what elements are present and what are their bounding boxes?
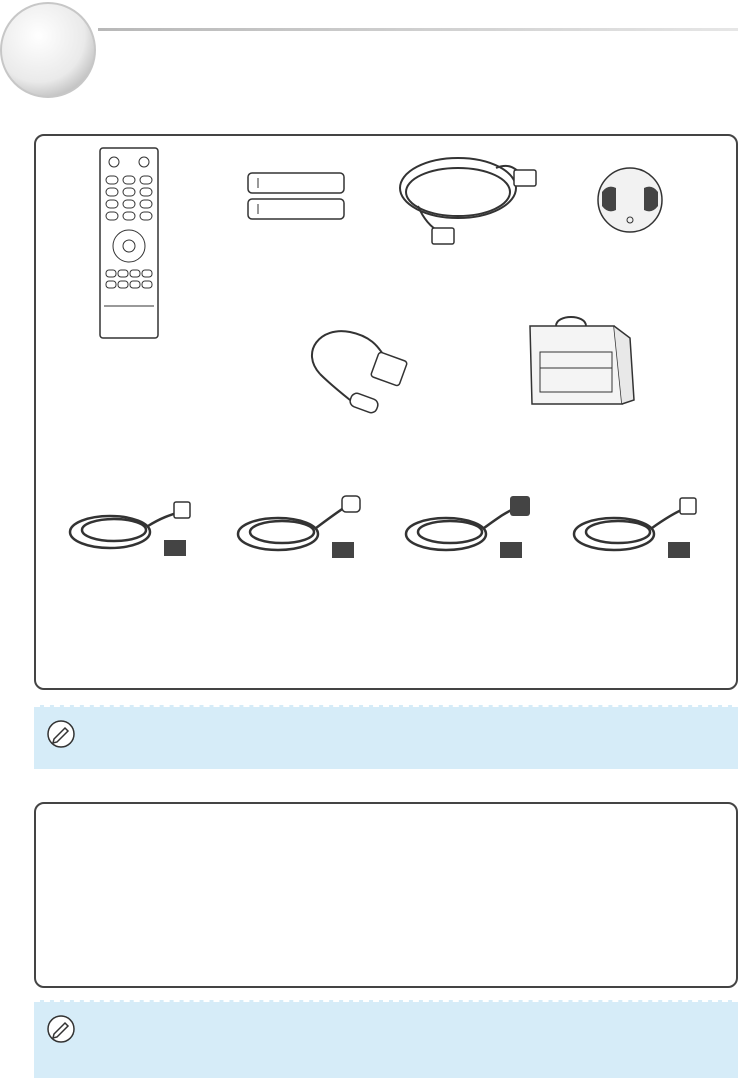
- power-cord-au-illustration: [566, 492, 706, 564]
- header-rule: [98, 28, 738, 31]
- pencil-note-icon: [46, 719, 76, 749]
- header-circle-decoration: [0, 0, 120, 110]
- optional-accessories-box: [34, 802, 738, 988]
- power-cord-uk-illustration: [398, 492, 538, 564]
- note-band: [34, 705, 738, 769]
- power-cord-eu-illustration: [230, 490, 370, 564]
- remote-control-illustration: [98, 146, 160, 340]
- power-cord-us-illustration: [62, 492, 202, 564]
- carrying-bag-illustration: [522, 312, 636, 414]
- lens-cap-illustration: [594, 164, 666, 236]
- note-band: [34, 1000, 738, 1078]
- batteries-illustration: [244, 170, 348, 224]
- rs232c-adaptor-illustration: [300, 322, 418, 424]
- pencil-note-icon: [46, 1014, 76, 1044]
- rgb-cable-illustration: [396, 140, 544, 252]
